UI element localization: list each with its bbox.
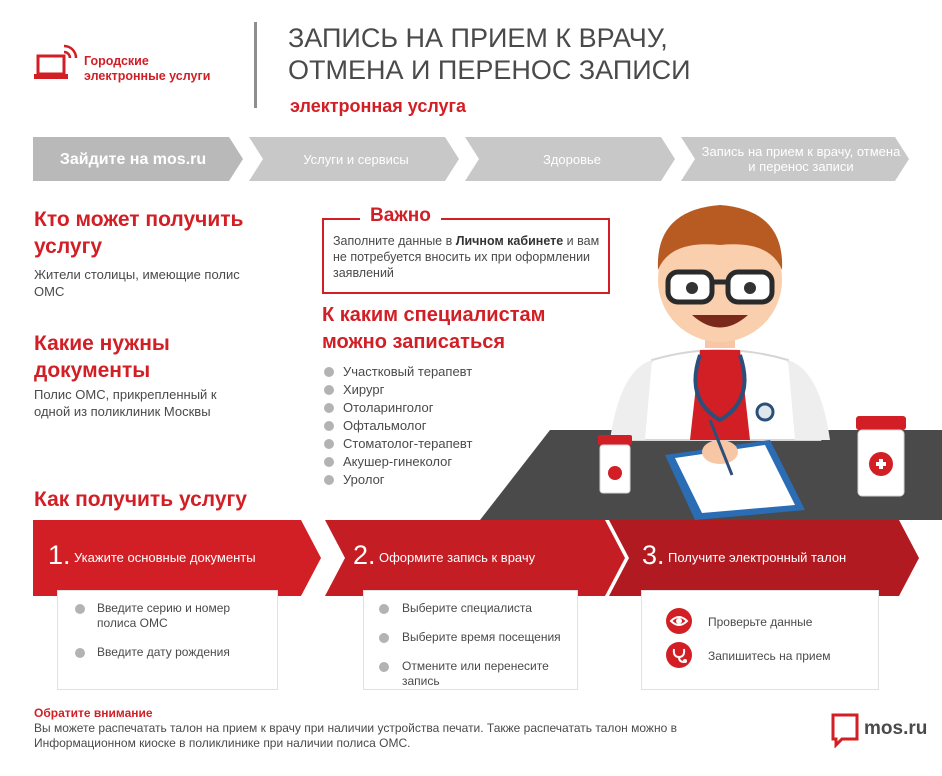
laptop-icon: [34, 44, 78, 84]
breadcrumb-item-mos[interactable]: Зайдите на mos.ru: [59, 150, 207, 168]
step-1-label: Укажите основные документы: [74, 550, 256, 565]
specialists-title: К каким специалистам можно записаться: [322, 304, 546, 353]
pill-bottle-cap-big: [856, 416, 906, 430]
stethoscope-icon: [666, 642, 692, 668]
doctor-illustration: [420, 190, 942, 520]
page-title: [288, 22, 748, 86]
step-2-item-1: Выберите специалиста: [402, 601, 532, 615]
step-3-item-2: Запишитесь на прием: [708, 649, 831, 663]
bullet-icon: [324, 421, 334, 431]
step-2-label: Оформите запись к врачу: [379, 550, 536, 565]
bullet-icon: [324, 385, 334, 395]
personal-account-link-text: Личном кабинете: [455, 234, 564, 248]
logo-line1: Городские: [84, 54, 149, 68]
how-title: Как получить услугу: [34, 488, 247, 511]
important-text-part1: Заполните данные в: [333, 234, 456, 248]
eye-icon: [666, 608, 692, 634]
bullet-icon: [324, 475, 334, 485]
note-text: Вы можете распечатать талон на прием к врачу при наличии устройства печати. Также распечатать талон можно в Информационном киоске в поликлинике при наличии полиса ОМС.: [34, 721, 677, 750]
doctor-arm-right: [788, 360, 830, 440]
specialist-name: Участковый терапевт: [343, 364, 473, 379]
specialist-name: Акушер-гинеколог: [343, 454, 453, 469]
eye-right: [744, 282, 756, 294]
docs-text: Полис ОМС, прикрепленный к одной из поликлиник Москвы: [34, 387, 217, 419]
bullet-icon: [75, 604, 85, 614]
specialist-name: Уролог: [343, 472, 385, 487]
note-title: Обратите внимание: [34, 706, 153, 720]
bullet-icon: [75, 648, 85, 658]
stethoscope-head: [757, 404, 773, 420]
cross-bar-v: [879, 459, 883, 469]
title-line2: ОТМЕНА И ПЕРЕНОС ЗАПИСИ: [288, 55, 691, 85]
bullet-icon: [379, 662, 389, 672]
bullet-icon: [324, 367, 334, 377]
specialist-name: Офтальмолог: [343, 418, 427, 433]
step-2-number: 2.: [353, 540, 376, 570]
specialist-name: Хирург: [343, 382, 385, 397]
important-text-part2: и вам не потребуется вносить их при оформлении заявлений: [333, 234, 600, 280]
step-3-number: 3.: [642, 540, 665, 570]
important-title: Важно: [360, 205, 441, 227]
breadcrumb-item-health[interactable]: Здоровье: [542, 151, 602, 167]
bullet-icon: [324, 457, 334, 467]
header-divider: [254, 22, 257, 108]
bullet-icon: [324, 403, 334, 413]
step-3-card: [641, 590, 879, 690]
pill-bottle-cap: [598, 435, 632, 445]
mosru-logo[interactable]: [830, 712, 928, 748]
breadcrumb: [33, 137, 913, 181]
bullet-icon: [379, 604, 389, 614]
step-1-item-2: Введите дату рождения: [97, 645, 230, 659]
page-subtitle: электронная услуга: [290, 96, 467, 116]
bullet-icon: [324, 439, 334, 449]
logo-line2: электронные услуги: [84, 69, 211, 83]
step-2-item-3: Отмените или перенесите запись: [402, 659, 549, 688]
docs-title: Какие нужны документы: [34, 332, 170, 382]
step-1-item-1: Введите серию и номер полиса ОМС: [97, 601, 231, 630]
step-3-item-1: Проверьте данные: [708, 615, 813, 629]
step-2-card: [363, 590, 578, 690]
title-line1: ЗАПИСЬ НА ПРИЕМ К ВРАЧУ,: [288, 23, 668, 53]
who-text: Жители столицы, имеющие полис ОМС: [34, 267, 240, 299]
medical-cross-icon: [608, 466, 622, 480]
mosru-logo-icon: [830, 712, 860, 748]
eye-left: [686, 282, 698, 294]
breadcrumb-item-services[interactable]: Услуги и сервисы: [303, 151, 409, 167]
city-services-logo: [34, 44, 244, 88]
specialist-name: Стоматолог-терапевт: [343, 436, 473, 451]
bullet-icon: [379, 633, 389, 643]
step-1-number: 1.: [48, 540, 71, 570]
doctor-arm-left: [610, 360, 652, 440]
breadcrumb-item-appointment[interactable]: Запись на прием к врачу, отмена и перенос записи: [701, 144, 901, 174]
step-2-item-2: Выберите время посещения: [402, 630, 561, 644]
step-1-card: [57, 590, 278, 690]
step-3-label: Получите электронный талон: [668, 550, 847, 565]
who-title: Кто может получить услугу: [34, 208, 244, 258]
specialist-name: Отоларинголог: [343, 400, 434, 415]
mosru-text: mos.ru: [864, 718, 928, 739]
